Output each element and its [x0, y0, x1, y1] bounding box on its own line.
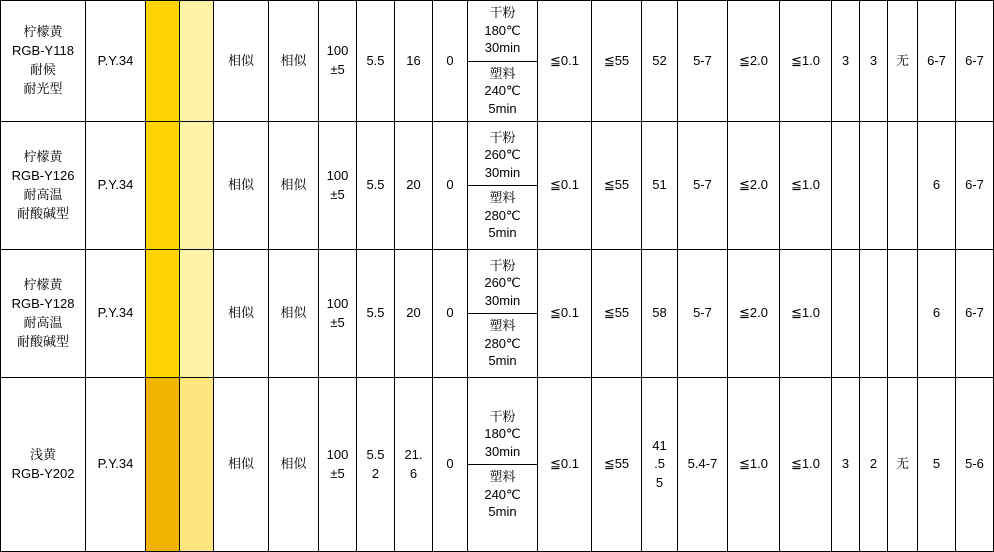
color-swatch-light	[180, 378, 214, 552]
value-v8: 3	[860, 1, 888, 122]
value-num2: 20	[395, 250, 433, 378]
tinting-strength	[319, 378, 357, 552]
value-v7: 3	[832, 1, 860, 122]
tinting-strength-line: ±5	[330, 314, 345, 330]
value-v9	[888, 122, 918, 250]
condition-line: 30min	[484, 443, 521, 459]
product-name-line: 耐光型	[23, 80, 63, 96]
color-index: P.Y.34	[86, 1, 146, 122]
value-v8	[860, 122, 888, 250]
value-v5: ≦1.0	[728, 378, 780, 552]
value-num1: 5.5	[357, 122, 395, 250]
value-line: 6	[409, 465, 418, 481]
value-v4: 5-7	[678, 250, 728, 378]
product-name-line: 柠檬黄	[23, 24, 63, 40]
value-v4: 5-7	[678, 122, 728, 250]
color-swatch-deep	[146, 378, 180, 552]
condition-line: 干粉	[489, 129, 516, 145]
table-row	[1, 378, 994, 552]
value-num3: 0	[433, 122, 468, 250]
product-name-line: 耐酸碱型	[16, 205, 69, 221]
value-v11: 6-7	[956, 250, 994, 378]
condition-plastic	[468, 465, 537, 525]
value-v3	[642, 378, 678, 552]
condition-line: 260℃	[484, 147, 521, 163]
value-num2	[395, 378, 433, 552]
color-swatch-light	[180, 1, 214, 122]
value-v5: ≦2.0	[728, 122, 780, 250]
value-v6: ≦1.0	[780, 378, 832, 552]
condition-plastic	[468, 186, 537, 246]
value-v7	[832, 122, 860, 250]
value-v2: ≦55	[592, 122, 642, 250]
hue-similarity: 相似	[214, 1, 269, 122]
value-v10: 6-7	[918, 1, 956, 122]
value-v6: ≦1.0	[780, 250, 832, 378]
value-v2: ≦55	[592, 250, 642, 378]
value-num2: 20	[395, 122, 433, 250]
value-v5: ≦2.0	[728, 1, 780, 122]
condition-line: 280℃	[484, 335, 521, 351]
product-name-line: RGB-Y126	[11, 167, 75, 183]
condition-line: 280℃	[484, 207, 521, 223]
product-name-line: RGB-Y202	[11, 465, 75, 481]
value-line: 21.	[404, 446, 423, 462]
tone-similarity: 相似	[269, 250, 319, 378]
color-index: P.Y.34	[86, 122, 146, 250]
value-v6: ≦1.0	[780, 122, 832, 250]
condition-powder	[468, 254, 537, 315]
value-v11: 6-7	[956, 1, 994, 122]
value-num3: 0	[433, 250, 468, 378]
tinting-strength	[319, 122, 357, 250]
value-v8: 2	[860, 378, 888, 552]
condition-plastic	[468, 314, 537, 374]
value-num1: 5.5	[357, 250, 395, 378]
value-v4: 5.4-7	[678, 378, 728, 552]
condition-line: 260℃	[484, 275, 521, 291]
condition-powder	[468, 405, 537, 466]
condition-line: 30min	[484, 292, 521, 308]
condition-plastic	[468, 62, 537, 122]
product-name-line: RGB-Y128	[11, 295, 75, 311]
condition-line: 240℃	[484, 83, 521, 99]
condition-line: 180℃	[484, 22, 521, 38]
value-line: .5	[654, 456, 665, 472]
test-conditions	[468, 1, 538, 122]
value-v2: ≦55	[592, 378, 642, 552]
hue-similarity: 相似	[214, 250, 269, 378]
value-v3: 58	[642, 250, 678, 378]
value-v1: ≦0.1	[538, 1, 592, 122]
color-swatch-light	[180, 250, 214, 378]
condition-line: 5min	[488, 353, 517, 369]
tinting-strength-line: 100	[326, 446, 349, 462]
value-v3: 52	[642, 1, 678, 122]
condition-powder	[468, 126, 537, 187]
condition-line: 240℃	[484, 486, 521, 502]
product-name	[1, 1, 86, 122]
tinting-strength-line: 100	[326, 43, 349, 59]
condition-line: 30min	[484, 40, 521, 56]
value-line: 5.5	[366, 446, 385, 462]
test-conditions	[468, 378, 538, 552]
tinting-strength-line: 100	[326, 167, 349, 183]
condition-line: 180℃	[484, 426, 521, 442]
condition-line: 5min	[488, 100, 517, 116]
value-line: 2	[371, 465, 380, 481]
condition-line: 5min	[488, 504, 517, 520]
product-name	[1, 122, 86, 250]
tinting-strength	[319, 1, 357, 122]
value-v10: 5	[918, 378, 956, 552]
value-v3: 51	[642, 122, 678, 250]
color-swatch-deep	[146, 250, 180, 378]
value-v9: 无	[888, 378, 918, 552]
value-num3: 0	[433, 1, 468, 122]
hue-similarity: 相似	[214, 378, 269, 552]
value-v9	[888, 250, 918, 378]
value-v8	[860, 250, 888, 378]
product-name-line: 耐酸碱型	[16, 333, 69, 349]
condition-line: 塑料	[489, 190, 516, 206]
tinting-strength-line: ±5	[330, 465, 345, 481]
value-v11: 6-7	[956, 122, 994, 250]
tone-similarity: 相似	[269, 1, 319, 122]
color-swatch-deep	[146, 1, 180, 122]
value-v5: ≦2.0	[728, 250, 780, 378]
tone-similarity: 相似	[269, 378, 319, 552]
value-v10: 6	[918, 122, 956, 250]
table-row	[1, 1, 994, 122]
product-name-line: 耐候	[29, 62, 56, 78]
condition-line: 干粉	[489, 5, 516, 20]
product-name-line: 耐高温	[23, 186, 63, 202]
product-name-line: 柠檬黄	[23, 277, 63, 293]
product-name-line: 柠檬黄	[23, 149, 63, 165]
product-name-line: RGB-Y118	[12, 43, 74, 59]
table-row	[1, 250, 994, 378]
value-v11: 5-6	[956, 378, 994, 552]
tinting-strength-line: 100	[326, 295, 349, 311]
condition-line: 5min	[488, 225, 517, 241]
hue-similarity: 相似	[214, 122, 269, 250]
tinting-strength	[319, 250, 357, 378]
value-v1: ≦0.1	[538, 122, 592, 250]
value-v9: 无	[888, 1, 918, 122]
value-line: 41	[652, 437, 667, 453]
tinting-strength-line: ±5	[330, 62, 345, 78]
value-v7: 3	[832, 378, 860, 552]
value-num1	[357, 378, 395, 552]
value-v10: 6	[918, 250, 956, 378]
product-name	[1, 378, 86, 552]
condition-line: 塑料	[489, 469, 516, 485]
product-name-line: 耐高温	[23, 314, 63, 330]
test-conditions	[468, 250, 538, 378]
condition-line: 干粉	[489, 257, 516, 273]
value-line: 5	[655, 475, 664, 491]
value-v4: 5-7	[678, 1, 728, 122]
condition-powder	[468, 1, 537, 62]
tinting-strength-line: ±5	[330, 186, 345, 202]
product-name	[1, 250, 86, 378]
value-num2: 16	[395, 1, 433, 122]
value-v6: ≦1.0	[780, 1, 832, 122]
condition-line: 塑料	[489, 318, 516, 334]
color-index: P.Y.34	[86, 378, 146, 552]
table-row	[1, 122, 994, 250]
color-swatch-deep	[146, 122, 180, 250]
value-v1: ≦0.1	[538, 378, 592, 552]
value-v2: ≦55	[592, 1, 642, 122]
color-index: P.Y.34	[86, 250, 146, 378]
condition-line: 30min	[484, 164, 521, 180]
condition-line: 塑料	[489, 65, 516, 81]
value-num3: 0	[433, 378, 468, 552]
condition-line: 干粉	[489, 408, 516, 424]
value-v1: ≦0.1	[538, 250, 592, 378]
value-v7	[832, 250, 860, 378]
color-swatch-light	[180, 122, 214, 250]
tone-similarity: 相似	[269, 122, 319, 250]
value-num1: 5.5	[357, 1, 395, 122]
product-name-line: 浅黄	[29, 446, 56, 462]
test-conditions	[468, 122, 538, 250]
